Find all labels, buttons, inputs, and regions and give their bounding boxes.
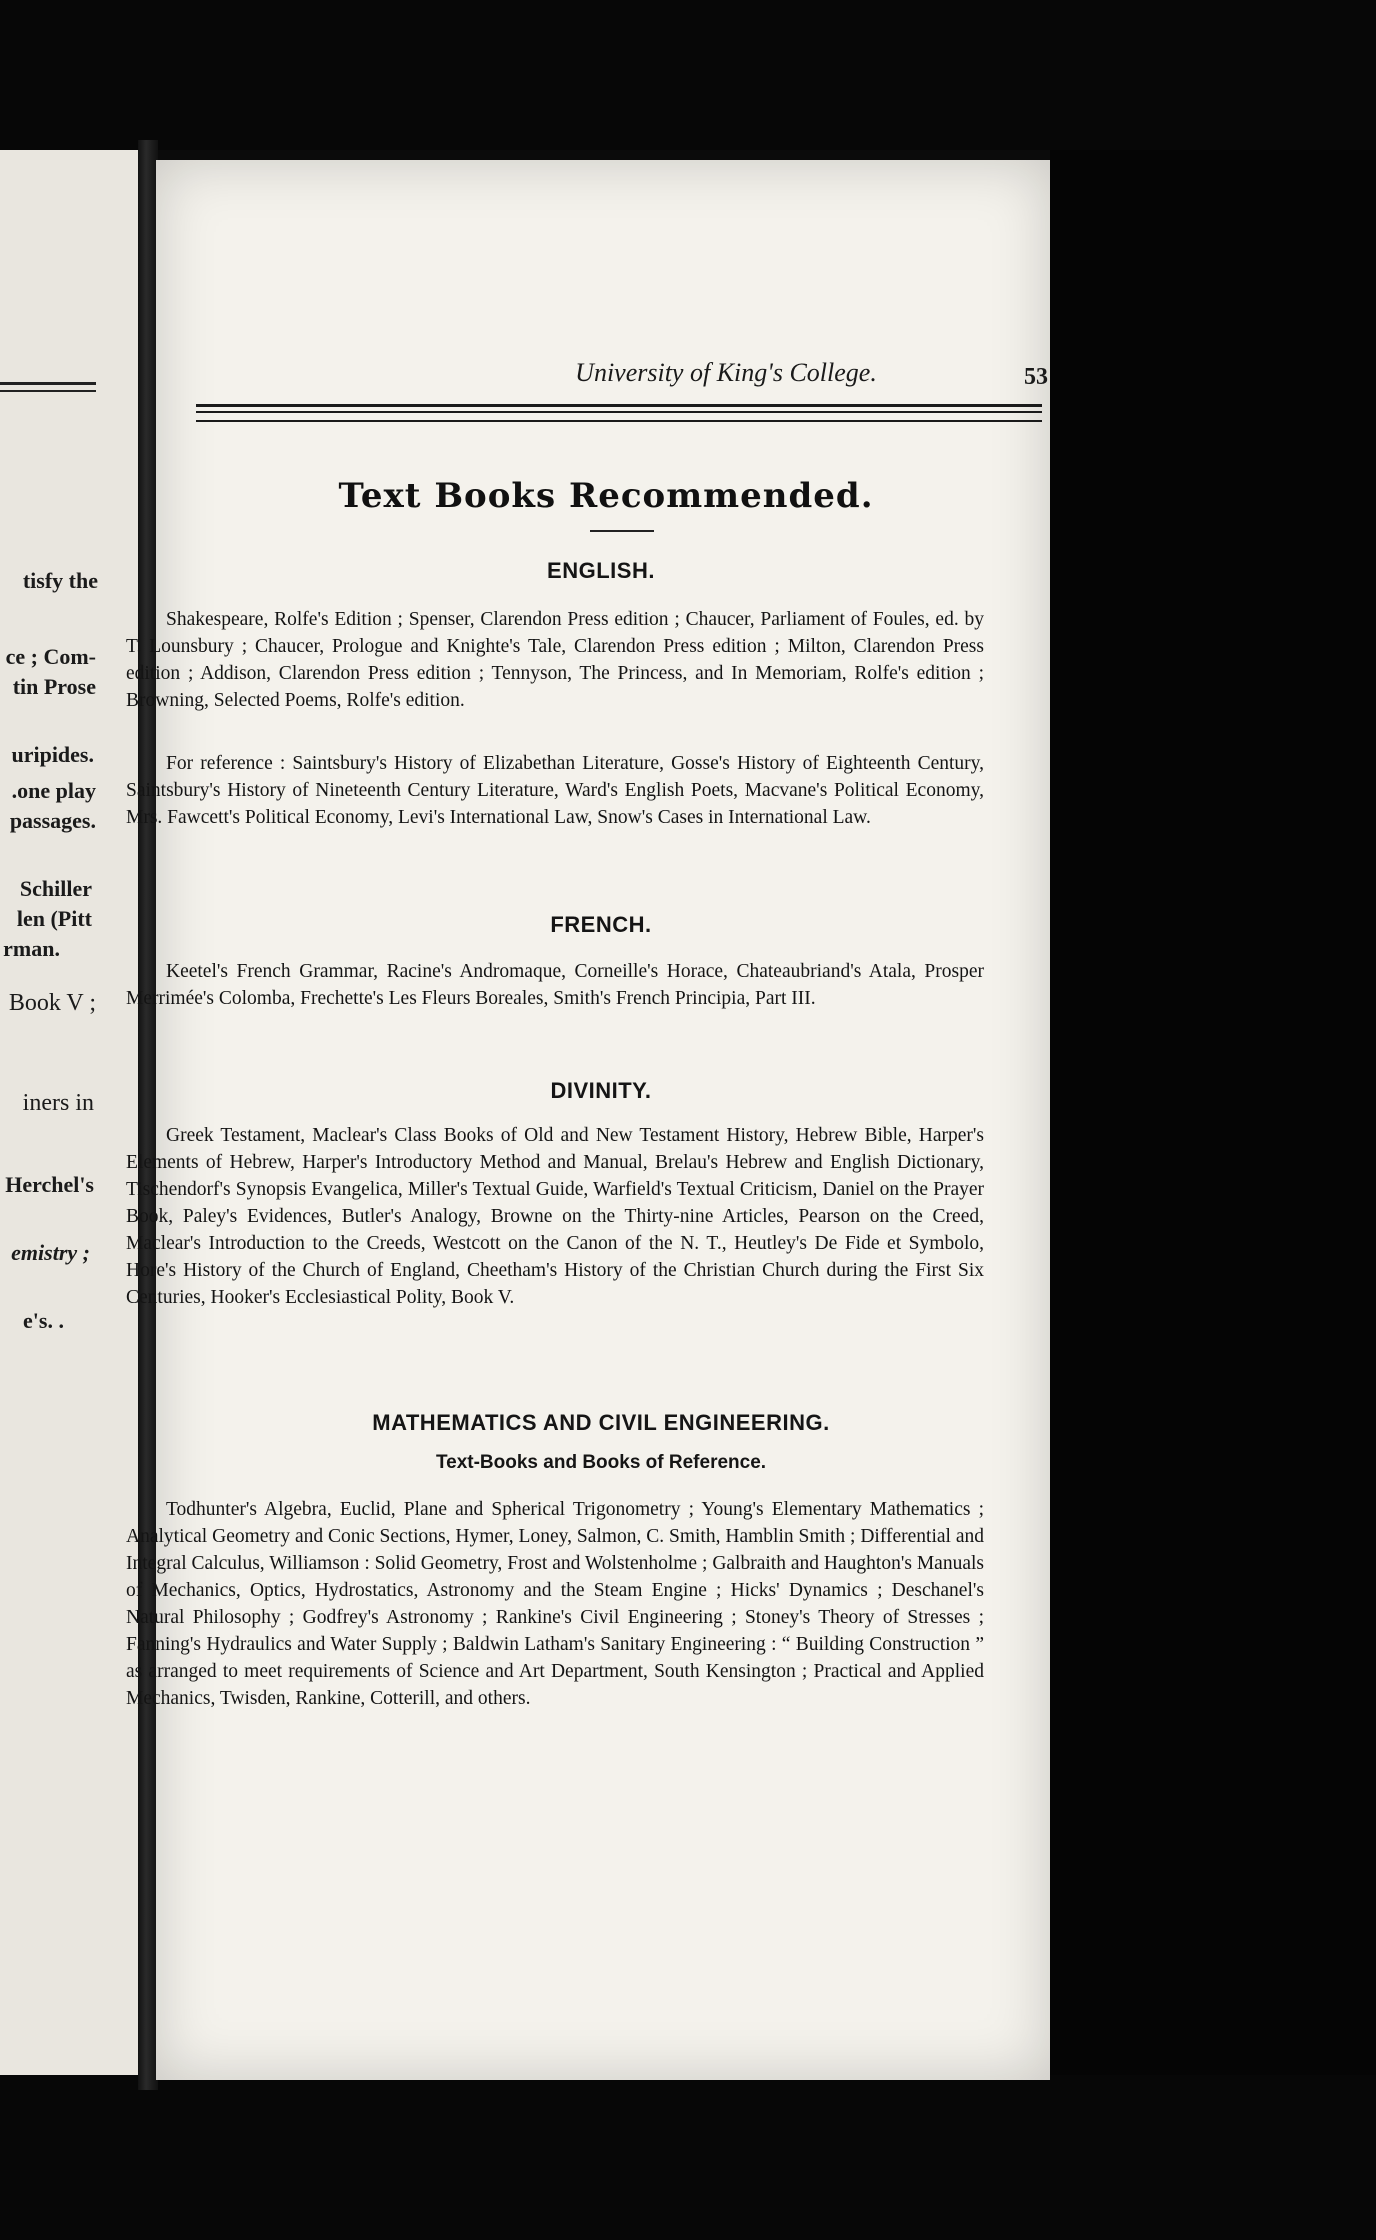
left-page-line: passages.	[9, 808, 96, 833]
page-number: 53	[1024, 364, 1048, 390]
left-page-line: Book V ;	[8, 990, 96, 1016]
left-page-fragment	[0, 150, 142, 2075]
title-rule	[590, 530, 654, 532]
page-title: Text Books Recommended.	[338, 476, 874, 516]
left-page-line: emistry ;	[11, 1240, 90, 1265]
left-page-line: .one play	[11, 778, 96, 803]
left-page-line: tisfy the	[22, 568, 98, 593]
header-rule	[196, 420, 1042, 422]
section-heading-divinity: DIVINITY.	[550, 1078, 652, 1103]
french-paragraph: Keetel's French Grammar, Racine's Andromaque, Corneille's Horace, Chateaubriand's Atala, Prosper Merrimée's Colomba, Frechette's Les Fleurs Boreales, Smith's French Principia, Part III.	[126, 961, 984, 1009]
left-page-line: tin Prose	[12, 674, 96, 699]
english-paragraph: Shakespeare, Rolfe's Edition ; Spenser, Clarendon Press edition ; Chaucer, Parliament of Foules, ed. by T. Lounsbury ; Chaucer, Prologue and Knighte's Tale, Clarendon Press edition ; Milton, Clarendon Press edition ; Addison, Clarendon Press edition ; Tennyson, The Princess, and In Memoriam, Rolfe's edition ; Browning, Selected Poems, Rolfe's edition.	[126, 609, 984, 711]
left-page-line: uripides.	[11, 742, 94, 767]
book-page	[126, 160, 1050, 2080]
left-page-line: Herchel's	[5, 1172, 94, 1197]
left-page-line: ce ; Com-	[5, 644, 96, 669]
book-gutter	[138, 140, 158, 2090]
left-page-rule	[0, 390, 96, 392]
section-heading-mathematics: MATHEMATICS AND CIVIL ENGINEERING.	[372, 1410, 830, 1435]
divinity-paragraph: Greek Testament, Maclear's Class Books of Old and New Testament History, Hebrew Bible, Harper's Elements of Hebrew, Harper's Introductory Method and Manual, Brelau's Hebrew and English Dictionary, Tischendorf's Synopsis Evangelica, Miller's Textual Guide, Warfield's Textual Criticism, Daniel on the Prayer Book, Paley's Evidences, Butler's Analogy, Browne on the Thirty-nine Articles, Pearson on the Creed, Maclear's Introduction to the Creeds, Westcott on the Canon of the N. T., Heutley's De Fide et Symbolo, Hore's History of the Church of England, Cheetham's History of the Christian Church during the First Six Centuries, Hooker's Ecclesiastical Polity, Book V.	[126, 1125, 984, 1308]
left-page-line: len (Pitt	[16, 906, 92, 931]
left-page-line: rman.	[3, 936, 60, 961]
header-rule	[196, 411, 1042, 413]
left-page-line: Schiller	[19, 876, 92, 901]
english-reference-paragraph: For reference : Saintsbury's History of Elizabethan Literature, Gosse's History of Eighteenth Century, Saintsbury's History of Nineteenth Century Literature, Ward's English Poets, Macvane's Political Economy, Mrs. Fawcett's Political Economy, Levi's International Law, Snow's Cases in International Law.	[126, 753, 984, 828]
running-head: University of King's College.	[575, 358, 877, 387]
left-page-line: iners in	[22, 1090, 94, 1116]
left-page-line: e's. .	[23, 1308, 64, 1333]
section-heading-english: ENGLISH.	[547, 558, 655, 583]
section-heading-french: FRENCH.	[550, 912, 652, 937]
header-rule	[196, 404, 1042, 407]
left-page-rule	[0, 382, 96, 385]
scan-right-border	[1050, 150, 1376, 2075]
scan-top-border	[0, 0, 1376, 150]
mathematics-paragraph: Todhunter's Algebra, Euclid, Plane and Spherical Trigonometry ; Young's Elementary Mathematics ; Analytical Geometry and Conic Sections, Hymer, Loney, Salmon, C. Smith, Hamblin Smith ; Differential and Integral Calculus, Williamson : Solid Geometry, Frost and Wolstenholme ; Galbraith and Haughton's Manuals of Mechanics, Optics, Hydrostatics, Astronomy and the Steam Engine ; Hicks' Dynamics ; Deschanel's Natural Philosophy ; Godfrey's Astronomy ; Rankine's Civil Engineering ; Stoney's Theory of Stresses ; Fanning's Hydraulics and Water Supply ; Baldwin Latham's Sanitary Engineering : “ Building Construction ” as arranged to meet requirements of Science and Art Department, South Kensington ; Practical and Applied Mechanics, Twisden, Rankine, Cotterill, and others.	[126, 1499, 984, 1709]
section-subheading-mathematics: Text-Books and Books of Reference.	[435, 1452, 767, 1473]
